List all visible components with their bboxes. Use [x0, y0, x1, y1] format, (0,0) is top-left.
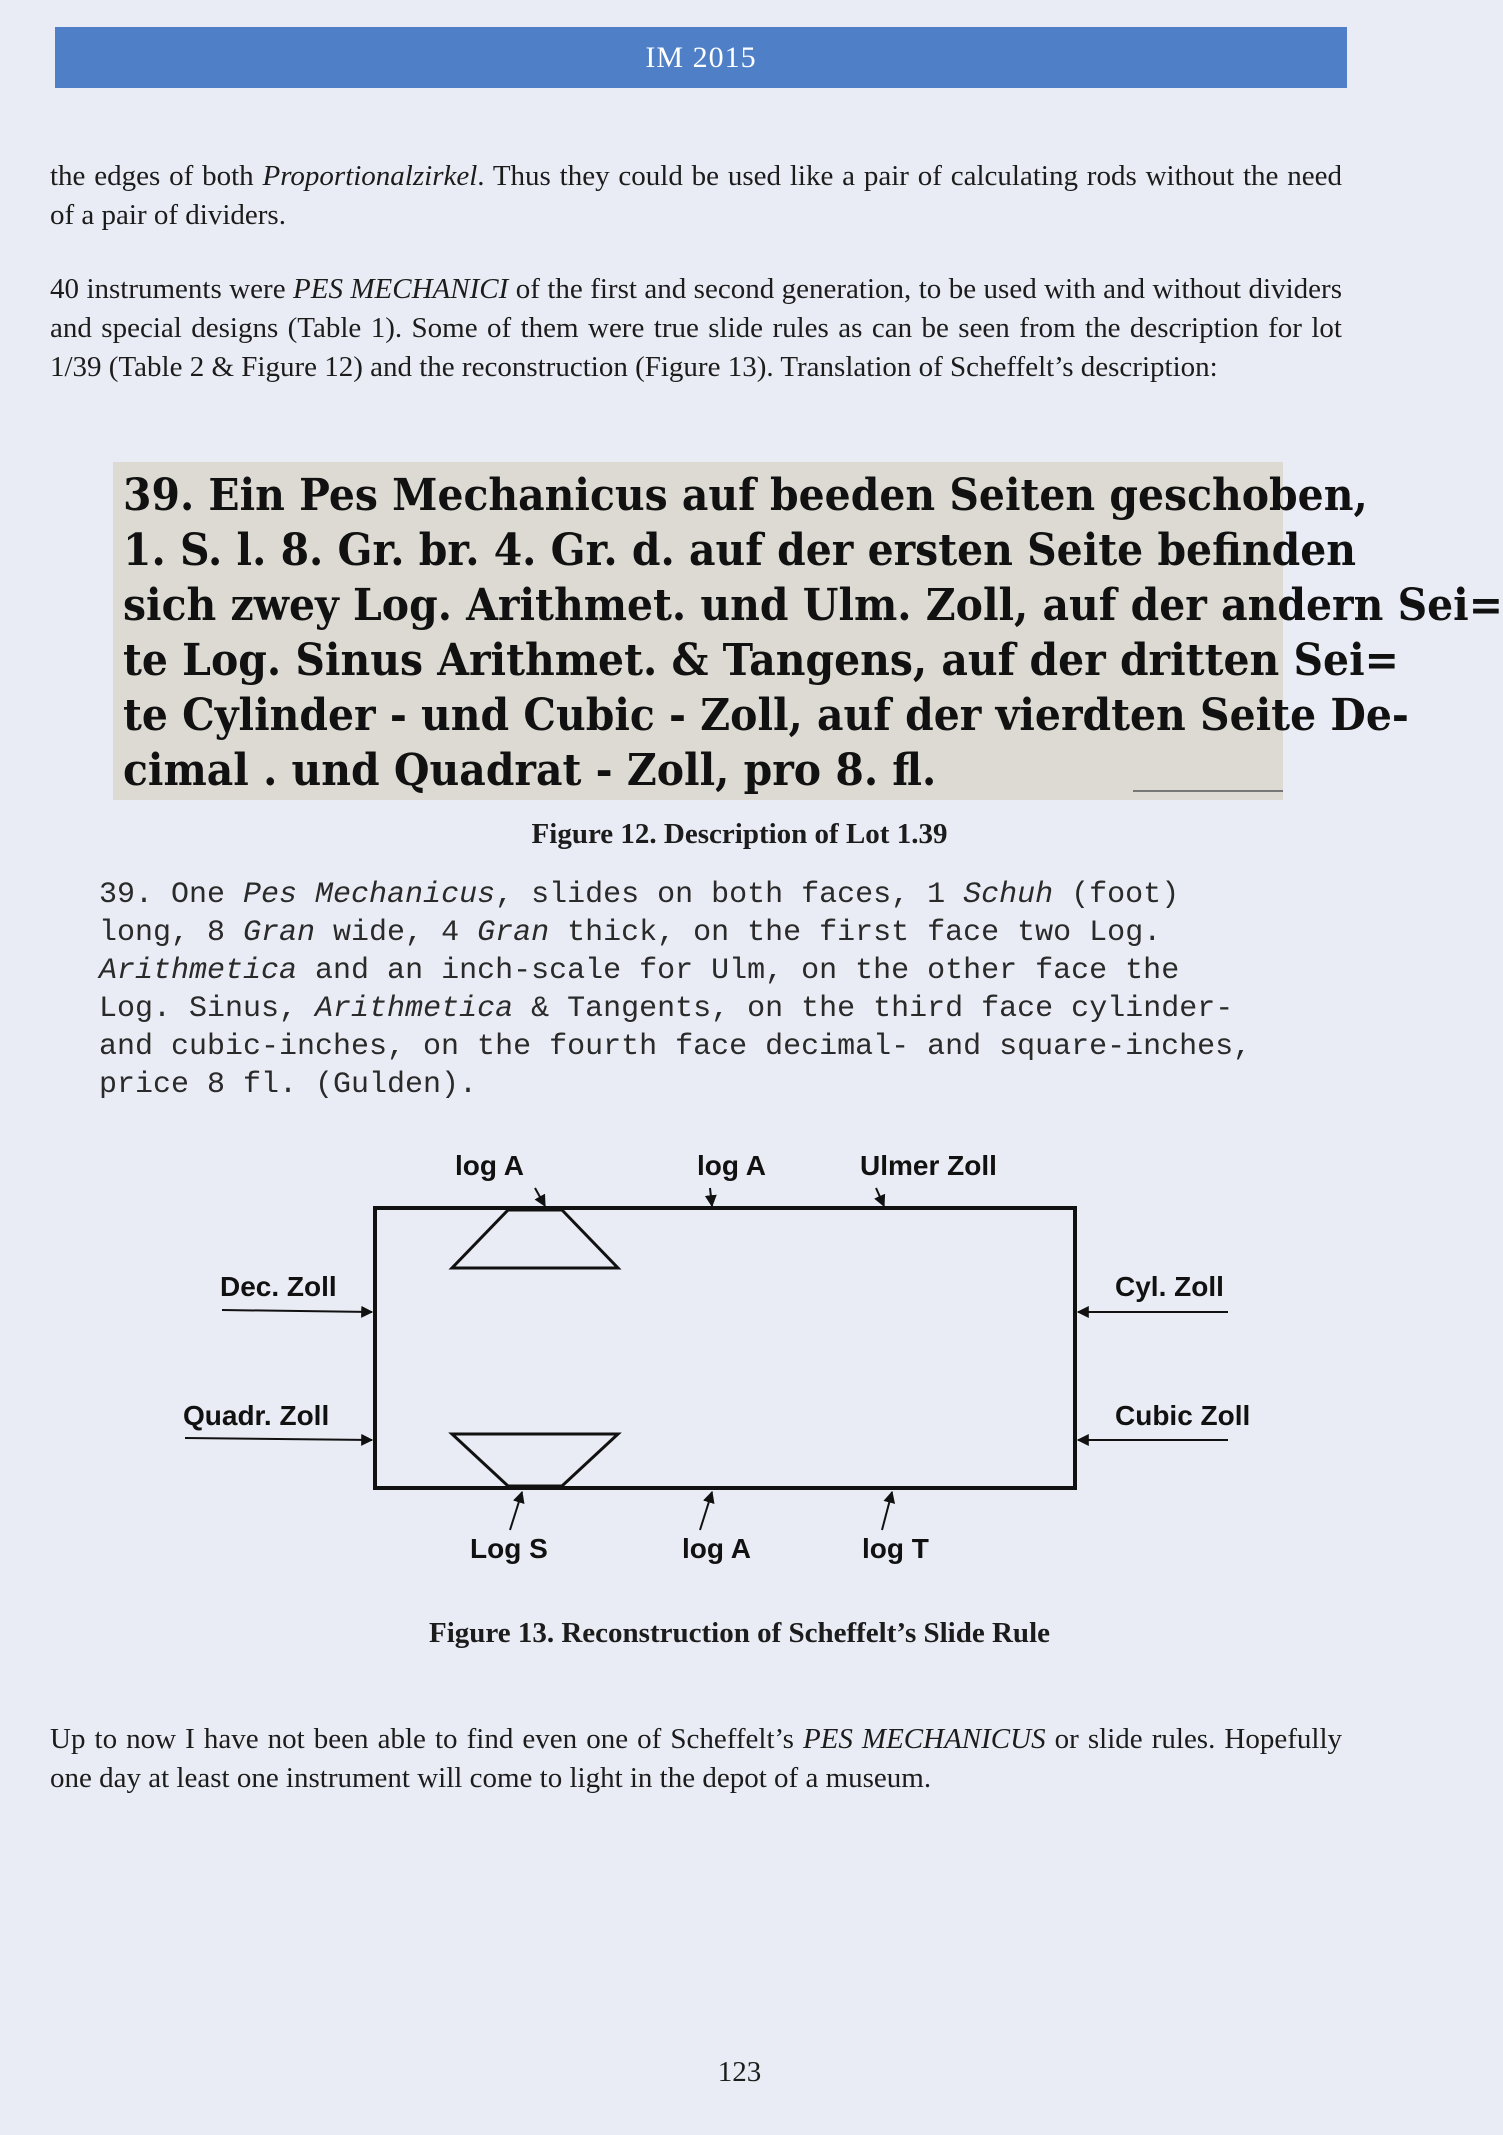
label-right-upper: Cyl. Zoll — [1115, 1271, 1224, 1302]
scan-rule-line — [1133, 790, 1283, 792]
translation-line-3: Arithmetica and an inch-scale for Ulm, on the other face the — [99, 954, 1180, 988]
paragraph-3-text-b: or slide rules. Hopefully one day at least one instrument will come to light in the depot of a museum. — [50, 1723, 1342, 1794]
paragraph-2-text-b: of the first and second generation, to be used with and without dividers and special designs (Table 1). Some of them were true slide rules as can be seen from the description for lot 1/39 (Table 2 & Figure 12) and the reconstruction (Figure 13). Translation of Scheffelt’s description: — [50, 273, 1342, 383]
label-bottom-mid: log A — [682, 1533, 751, 1564]
scan-line-1: 39. Ein Pes Mechanicus auf beeden Seiten geschoben, — [123, 470, 1368, 521]
arrow-left-upper — [222, 1310, 372, 1312]
paragraph-1-emphasis: Proportionalzirkel — [262, 160, 478, 192]
translation-line-4: Log. Sinus, Arithmetica & Tangents, on the third face cylinder- — [99, 992, 1234, 1026]
scan-line-3: sich zwey Log. Arithmet. und Ulm. Zoll, auf der andern Sei= — [123, 580, 1503, 631]
label-right-lower: Cubic Zoll — [1115, 1400, 1251, 1431]
scan-line-6: cimal . und Quadrat - Zoll, pro 8. fl. — [123, 745, 937, 796]
page-header-bar — [55, 27, 1347, 88]
arrow-left-lower — [185, 1438, 372, 1440]
label-bottom-right: log T — [862, 1533, 929, 1564]
scan-line-4: te Log. Sinus Arithmet. & Tangens, auf der dritten Sei= — [123, 635, 1399, 686]
figure-13-diagram — [170, 1140, 1290, 1580]
header-title: IM 2015 — [645, 40, 757, 74]
arrow-top-mid — [710, 1188, 712, 1206]
scan-line-5: te Cylinder - und Cubic - Zoll, auf der vierdten Seite De- — [123, 690, 1409, 741]
translation-line-5: and cubic-inches, on the fourth face decimal- and square-inches, — [99, 1030, 1252, 1064]
label-bottom-left: Log S — [470, 1533, 548, 1564]
translation-block — [99, 876, 1349, 1104]
translation-line-1: 39. One Pes Mechanicus, slides on both faces, 1 Schuh (foot) — [99, 878, 1180, 912]
scan-line-2: 1. S. l. 8. Gr. br. 4. Gr. d. auf der ersten Seite befinden — [123, 525, 1357, 576]
figure-12-caption: Figure 12. Description of Lot 1.39 — [531, 818, 948, 850]
paragraph-1-text-b: . Thus they could be used like a pair of calculating rods without the need of a pair of dividers. — [50, 160, 1342, 231]
slide-rule-body — [375, 1208, 1075, 1488]
label-left-upper: Dec. Zoll — [220, 1271, 337, 1302]
arrow-top-right — [876, 1188, 884, 1206]
paragraph-3-text-a: Up to now I have not been able to find even one of Scheffelt’s — [50, 1723, 803, 1755]
arrow-bottom-left — [510, 1492, 522, 1530]
paragraph-2 — [50, 270, 1342, 387]
paragraph-1-text-a: the edges of both — [50, 160, 263, 192]
label-left-lower: Quadr. Zoll — [183, 1400, 330, 1431]
arrow-bottom-mid — [700, 1492, 712, 1530]
paragraph-3-emphasis: PES MECHANICUS — [802, 1723, 1046, 1755]
page-number: 123 — [717, 2056, 762, 2088]
paragraph-3 — [50, 1720, 1342, 1798]
figure-13-caption: Figure 13. Reconstruction of Scheffelt’s Slide Rule — [428, 1617, 1050, 1649]
arrow-bottom-right — [882, 1492, 892, 1530]
bottom-slider-shape — [452, 1434, 618, 1486]
translation-line-6: price 8 fl. (Gulden). — [99, 1068, 478, 1102]
paragraph-1 — [50, 157, 1342, 235]
paragraph-2-emphasis: PES MECHANICI — [293, 273, 509, 305]
paragraph-2-text-a: 40 instruments were — [50, 273, 294, 305]
figure-12-scan — [113, 462, 1503, 800]
arrow-top-left — [535, 1188, 545, 1206]
translation-line-2: long, 8 Gran wide, 4 Gran thick, on the first face two Log. — [99, 916, 1162, 950]
label-top-left: log A — [455, 1150, 524, 1181]
label-top-right: Ulmer Zoll — [860, 1150, 997, 1181]
label-top-mid: log A — [697, 1150, 766, 1181]
top-slider-shape — [452, 1210, 618, 1268]
